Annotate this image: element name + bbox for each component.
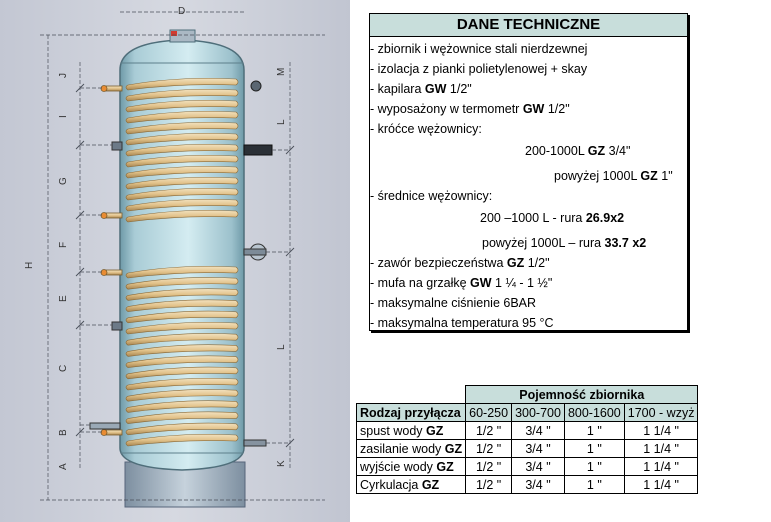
dim-label-right: K <box>276 460 287 467</box>
table-cell: 1 " <box>564 440 624 458</box>
table-cell: 1 " <box>564 422 624 440</box>
dim-label-left: J <box>58 73 69 78</box>
table-cell: 1 " <box>564 476 624 494</box>
spec-line-thermometer: - wyposażony w termometr GW 1/2" <box>370 102 570 116</box>
bottom-right-socket <box>244 440 266 446</box>
column-header: 60-250 <box>466 404 512 422</box>
table-cell: 1 1/4 " <box>624 476 698 494</box>
dim-label-left: B <box>58 429 69 436</box>
dim-label-left: A <box>58 463 69 470</box>
column-header: 1700 - wzyż <box>624 404 698 422</box>
dim-label-h: H <box>24 261 35 269</box>
row-label: Cyrkulacja GZ <box>357 476 466 494</box>
left-socket-middle <box>112 322 122 330</box>
table-cell: 3/4 " <box>512 422 565 440</box>
table-cell: 1 " <box>564 458 624 476</box>
table-cell: 3/4 " <box>512 440 565 458</box>
spec-line-max-pressure: - maksymalne ciśnienie 6BAR <box>370 296 537 310</box>
tank-diagram <box>0 0 350 522</box>
table-row <box>357 440 698 458</box>
spec-line-capillary: - kapilara GW 1/2" <box>370 82 472 96</box>
left-socket-upper <box>112 142 122 150</box>
spec-line-insulation: - izolacja z pianki polietylenowej + skay <box>370 62 588 76</box>
table-cell: 1/2 " <box>466 440 512 458</box>
spec-line-max-temperature: - maksymalna temperatura 95 °C <box>370 316 554 330</box>
table-row <box>357 422 698 440</box>
dim-label-left: F <box>58 241 69 248</box>
drain-socket <box>90 423 120 429</box>
dim-label-right: M <box>276 67 287 76</box>
right-socket-thermometer <box>244 145 272 155</box>
column-header: 300-700 <box>512 404 565 422</box>
dim-label-left: G <box>58 177 69 185</box>
column-header: 800-1600 <box>564 404 624 422</box>
technical-data-title: DANE TECHNICZNE <box>370 14 687 37</box>
dim-label-left: I <box>58 115 69 118</box>
row-label: zasilanie wody GZ <box>357 440 466 458</box>
table-cell: 3/4 " <box>512 458 565 476</box>
dim-label-right: L <box>276 344 287 350</box>
spec-line-coil-nozzles: - króćce wężownicy: <box>370 122 482 136</box>
spec-line-coil-diameters: - średnice wężownicy: <box>370 189 493 203</box>
spec-line-nozzle-small: 200-1000L GZ 3/4" <box>525 144 631 158</box>
technical-data-box <box>369 13 688 331</box>
table-corner <box>357 386 466 404</box>
table-cell: 1/2 " <box>466 476 512 494</box>
table-cell: 1/2 " <box>466 458 512 476</box>
row-label: wyjście wody GZ <box>357 458 466 476</box>
spec-line-safety-valve: - zawór bezpieczeństwa GZ 1/2" <box>370 256 550 270</box>
dim-label-left: E <box>58 295 69 302</box>
spec-line-nozzle-large: powyżej 1000L GZ 1" <box>554 169 673 183</box>
row-label: spust wody GZ <box>357 422 466 440</box>
dim-label-left: C <box>58 364 69 372</box>
spec-line-material: - zbiornik i wężownice stali nierdzewnej <box>370 42 588 56</box>
spec-line-pipe-small: 200 –1000 L - rura 26.9x2 <box>480 211 625 225</box>
table-cell: 1 1/4 " <box>624 440 698 458</box>
spec-line-pipe-large: powyżej 1000L – rura 33.7 x2 <box>482 236 647 250</box>
dim-label-right: L <box>276 119 287 125</box>
dim-label-d: D <box>178 6 186 17</box>
table-cell: 1 1/4 " <box>624 422 698 440</box>
table-cell: 3/4 " <box>512 476 565 494</box>
table-row <box>357 476 698 494</box>
table-cell: 1 1/4 " <box>624 458 698 476</box>
connections-table <box>356 385 698 494</box>
capacity-header: Pojemność zbiornika <box>466 386 698 404</box>
spec-line-heater-socket: - mufa na grzałkę GW 1 ¼ - 1 ½" <box>370 276 553 290</box>
table-row <box>357 458 698 476</box>
top-right-socket <box>251 81 261 91</box>
row-header: Rodzaj przyłącza <box>357 404 466 422</box>
table-cell: 1/2 " <box>466 422 512 440</box>
